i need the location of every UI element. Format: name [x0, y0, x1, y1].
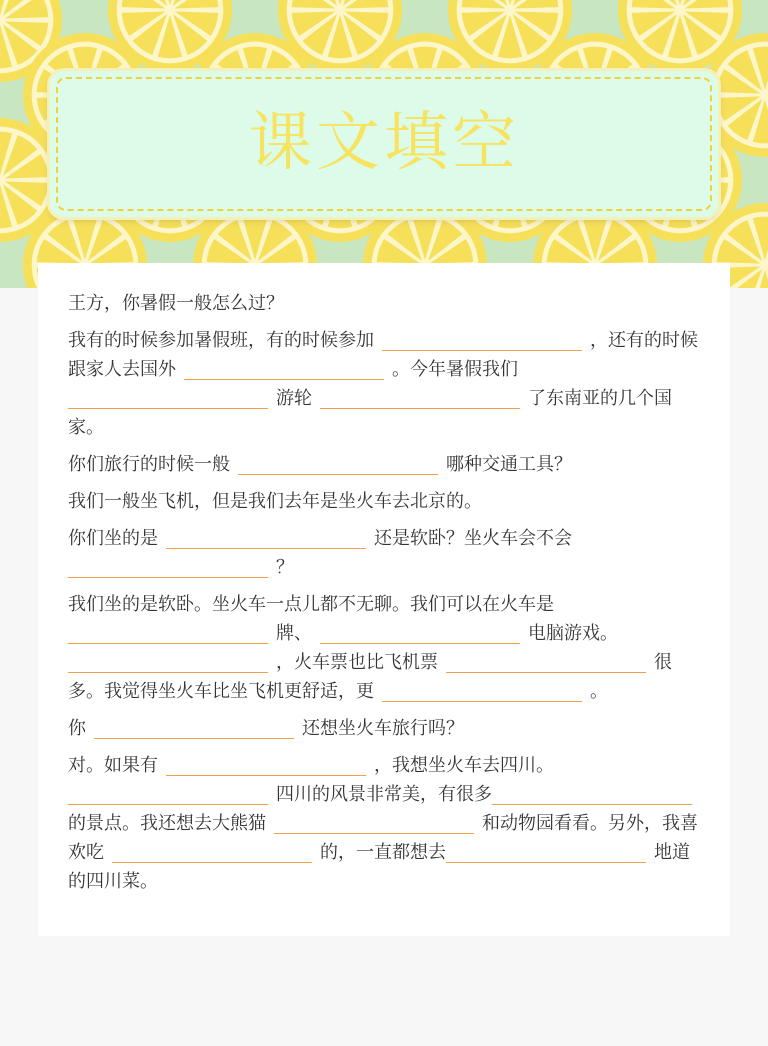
- text-segment: 的景点。我还想去大熊猫: [68, 813, 266, 834]
- dialogue-line-1: [68, 289, 700, 318]
- text-segment: 王方，你暑假一般怎么过？: [68, 293, 284, 314]
- page-title: 课文填空: [248, 106, 520, 180]
- fill-blank[interactable]: [68, 623, 268, 644]
- text-segment: 牌、: [276, 623, 312, 644]
- dialogue-line-8: [68, 751, 700, 896]
- text-segment: 了东南亚的几个国家。: [68, 388, 672, 438]
- fill-blank[interactable]: [68, 557, 268, 578]
- lemon-banner: [0, 0, 768, 288]
- text-segment: 你们旅行的时候一般: [68, 454, 230, 475]
- fill-blank[interactable]: [166, 528, 366, 549]
- text-segment: 我们坐的是软卧。坐火车一点儿都不无聊。我们可以在火车是: [68, 594, 554, 615]
- fill-blank[interactable]: [446, 842, 646, 863]
- dialogue-line-6: [68, 590, 700, 706]
- dialogue-line-7: [68, 714, 700, 743]
- text-segment: 我们一般坐飞机，但是我们去年是坐火车去北京的。: [68, 491, 482, 512]
- text-segment: ，我想坐火车去四川。: [374, 755, 554, 776]
- text-segment: ，还有的时候跟家人去国外: [68, 330, 698, 380]
- title-card: [50, 71, 718, 217]
- fill-blank[interactable]: [382, 681, 582, 702]
- text-segment: 你: [68, 718, 86, 739]
- fill-blank[interactable]: [166, 755, 366, 776]
- dialogue-line-2: [68, 326, 700, 442]
- text-segment: 对。如果有: [68, 755, 158, 776]
- fill-blank[interactable]: [274, 813, 474, 834]
- text-segment: 很多。我觉得坐火车比坐飞机更舒适，更: [68, 652, 672, 702]
- dialogue-line-3: [68, 450, 700, 479]
- text-segment: 还是软卧？坐火车会不会: [374, 528, 572, 549]
- dialogue-line-4: [68, 487, 700, 516]
- text-segment: 我有的时候参加暑假班，有的时候参加: [68, 330, 374, 351]
- text-segment: 哪种交通工具？: [446, 454, 572, 475]
- text-segment: 你们坐的是: [68, 528, 158, 549]
- fill-blank[interactable]: [68, 784, 268, 805]
- worksheet-content: [38, 263, 730, 936]
- fill-blank[interactable]: [320, 623, 520, 644]
- fill-blank[interactable]: [94, 718, 294, 739]
- text-segment: 。今年暑假我们: [392, 359, 518, 380]
- text-segment: 地道的四川菜。: [68, 842, 690, 892]
- fill-blank[interactable]: [238, 454, 438, 475]
- text-segment: 电脑游戏。: [528, 623, 618, 644]
- text-segment: 和动物园看看。另外，我喜欢吃: [68, 813, 698, 863]
- fill-blank[interactable]: [184, 359, 384, 380]
- text-segment: ？: [276, 557, 294, 578]
- dialogue-line-5: [68, 524, 700, 582]
- text-segment: 四川的风景非常美，有很多: [276, 784, 492, 805]
- text-segment: 游轮: [276, 388, 312, 409]
- text-segment: ，火车票也比飞机票: [276, 652, 438, 673]
- fill-blank[interactable]: [68, 652, 268, 673]
- fill-blank[interactable]: [446, 652, 646, 673]
- text-segment: 还想坐火车旅行吗？: [302, 718, 464, 739]
- text-segment: 的，一直都想去: [320, 842, 446, 863]
- fill-blank[interactable]: [68, 388, 268, 409]
- fill-blank[interactable]: [320, 388, 520, 409]
- text-segment: 。: [590, 681, 608, 702]
- fill-blank[interactable]: [112, 842, 312, 863]
- fill-blank[interactable]: [382, 330, 582, 351]
- fill-blank[interactable]: [492, 784, 692, 805]
